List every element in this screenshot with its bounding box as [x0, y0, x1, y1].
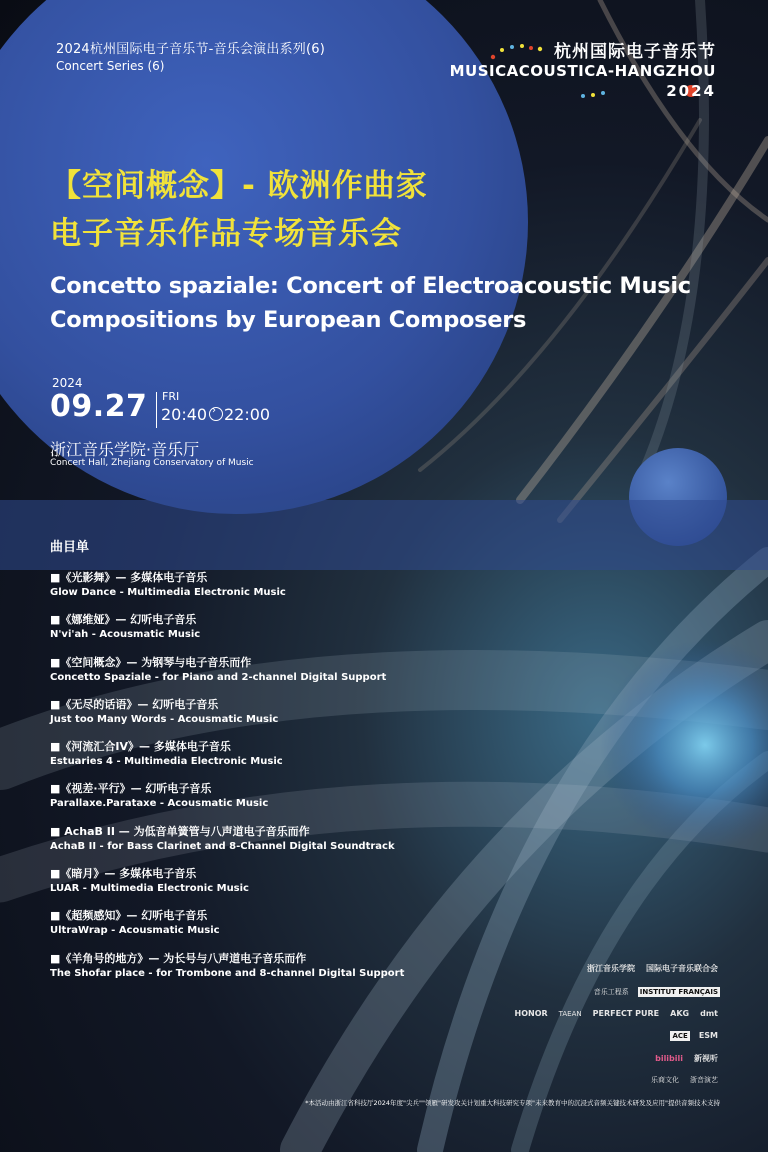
sponsor-logo: INSTITUT FRANÇAIS	[639, 988, 718, 996]
sponsor-logo: PERFECT PURE	[592, 1009, 660, 1018]
title-zh-line1: 【空间概念】- 欧洲作曲家	[50, 168, 428, 204]
program-item-en: AchaB II - for Bass Clarinet and 8-Channel Digital Soundtrack	[50, 840, 395, 852]
sponsor-logo: 浙江音乐学院	[587, 964, 635, 973]
program-item-zh: ■《羊角号的地方》— 为长号与八声道电子音乐而作	[50, 951, 307, 965]
program-item-en: Concetto Spaziale - for Piano and 2-channel Digital Support	[50, 671, 387, 683]
sponsor-logo: 浙音演艺	[690, 1076, 718, 1084]
program-item-zh: ■ AchaB II — 为低音单簧管与八声道电子音乐而作	[50, 824, 310, 838]
sponsor-row	[513, 1008, 721, 1019]
program-item-zh: ■《娜维娅》— 幻听电子音乐	[50, 613, 197, 627]
program-item-zh: ■《无尽的话语》— 幻听电子音乐	[50, 697, 219, 711]
sponsor-row	[670, 1030, 720, 1041]
program-item	[50, 907, 490, 949]
event-time-start: 20:40	[161, 405, 208, 424]
venue-zh: 浙江音乐学院·音乐厅	[50, 440, 200, 459]
program-item-zh: ■《空间概念》— 为钢琴与电子音乐而作	[50, 655, 252, 669]
program-item	[50, 823, 490, 865]
sponsor-logo: 乐商文化	[651, 1076, 679, 1084]
sponsor-row	[649, 1074, 720, 1086]
series-title-zh: 2024杭州国际电子音乐节-音乐会演出系列(6)	[56, 42, 325, 57]
sponsor-logos	[380, 960, 720, 1095]
series-title-en: Concert Series (6)	[56, 59, 165, 73]
program-item	[50, 569, 490, 611]
festival-name-en: MUSICACOUSTICA-HANGZHOU	[449, 62, 716, 80]
date-divider	[156, 392, 157, 428]
sponsor-logo: 音乐工程系	[593, 988, 629, 996]
title-en-line1: Concetto spaziale: Concert of Electroacoustic Music	[50, 273, 691, 299]
program-item-zh: ■《河流汇合IV》— 多媒体电子音乐	[50, 740, 231, 754]
sponsor-logo: 新视听	[694, 1054, 718, 1063]
festival-name: 杭州国际电子音乐节	[554, 42, 716, 62]
program-list	[50, 569, 490, 992]
program-item-zh: ■《光影舞》— 多媒体电子音乐	[50, 571, 208, 584]
program-item-zh: ■《暗月》— 多媒体电子音乐	[50, 867, 197, 881]
program-item	[50, 696, 490, 738]
program-item-en: N'vi'ah - Acousmatic Music	[50, 629, 201, 641]
program-item-en: Estuaries 4 - Multimedia Electronic Music	[50, 756, 283, 768]
sponsor-row	[585, 962, 720, 975]
program-item-en: LUAR - Multimedia Electronic Music	[50, 883, 249, 895]
program-item	[50, 865, 490, 907]
event-date: 09.27	[50, 389, 148, 424]
festival-year: 2024	[666, 82, 716, 100]
program-item-en: The Shofar place - for Trombone and 8-channel Digital Support	[50, 967, 405, 979]
program-title: 曲目单	[50, 540, 90, 555]
program-item-zh: ■《视差·平行》— 幻听电子音乐	[50, 782, 212, 796]
sponsor-logo: ESM	[698, 1031, 718, 1040]
sponsor-logo: dmt	[700, 1009, 718, 1018]
event-time-end: 22:00	[224, 405, 271, 424]
sponsor-logo: AKG	[670, 1009, 690, 1018]
event-year: 2024	[52, 376, 83, 390]
time-arrow-icon: ›	[209, 407, 223, 421]
sponsor-logo: 国际电子音乐联合会	[646, 964, 718, 973]
program-item-en: Glow Dance - Multimedia Electronic Music	[50, 587, 286, 598]
sponsor-logo: ACE	[672, 1031, 688, 1040]
program-item	[50, 654, 490, 696]
program-item	[50, 780, 490, 822]
program-item-zh: ■《超频感知》— 幻听电子音乐	[50, 909, 208, 923]
program-item	[50, 611, 490, 653]
program-item-en: UltraWrap - Acousmatic Music	[50, 925, 220, 937]
title-zh-line2: 电子音乐作品专场音乐会	[50, 216, 402, 252]
program-item-en: Parallaxe.Parataxe - Acousmatic Music	[50, 798, 269, 810]
sponsor-logo: HONOR	[514, 1009, 548, 1018]
event-weekday: FRI	[162, 390, 180, 403]
venue-en: Concert Hall, Zhejiang Conservatory of Music	[50, 458, 254, 468]
sponsor-row	[592, 986, 720, 998]
sponsor-row	[653, 1052, 720, 1065]
sponsor-logo: bilibili	[655, 1054, 683, 1063]
title-en-line2: Compositions by European Composers	[50, 307, 527, 333]
program-item-en: Just too Many Words - Acousmatic Music	[50, 713, 279, 725]
footnote: *本活动由浙江省科技厅2024年度"尖兵""领雁"研发攻关计划重大科技研究专项"未来教育中的沉浸式音频关键技术研发及应用"提供音频技术支持	[305, 1099, 720, 1107]
program-item	[50, 738, 490, 780]
sponsor-logo: TAEAN	[558, 1009, 582, 1018]
